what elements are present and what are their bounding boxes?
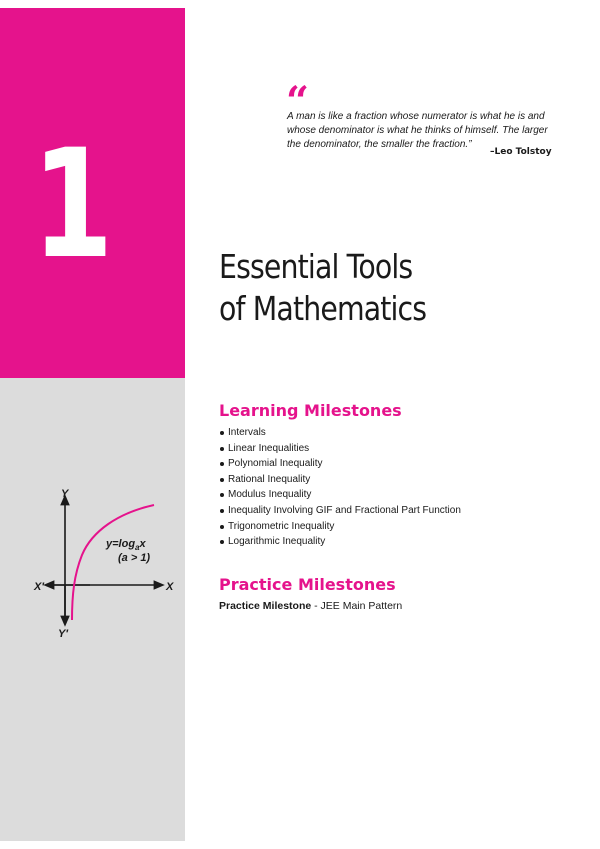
list-item: Trigonometric Inequality [219, 519, 461, 535]
list-item: Rational Inequality [219, 472, 461, 488]
practice-milestones-heading: Practice Milestones [219, 575, 396, 594]
list-item: Linear Inequalities [219, 441, 461, 457]
list-item: Inequality Involving GIF and Fractional Part Function [219, 503, 461, 519]
equation-subscript: a [135, 543, 140, 552]
equation-lhs: y=log [106, 538, 136, 550]
chapter-number: 1 [32, 118, 111, 292]
practice-milestone-value: JEE Main Pattern [320, 600, 403, 612]
quote-text: A man is like a fraction whose numerator is what he is and whose denominator is what he thinks of himself. The larger the denominator, the smaller the fraction.” [287, 111, 548, 150]
list-item: Intervals [219, 425, 461, 441]
equation-rhs: x [139, 538, 146, 550]
log-graph-figure [30, 485, 180, 645]
y-prime-label: Y′ [58, 628, 68, 640]
x-axis-label: X [166, 581, 174, 593]
learning-milestones-list [219, 425, 461, 550]
list-item: Modulus Inequality [219, 487, 461, 503]
chapter-title-line-1: Essential Tools [219, 247, 413, 286]
quote-mark-icon: “ [286, 78, 310, 125]
quote-author: –Leo Tolstoy [490, 147, 552, 157]
practice-milestone-separator: - [311, 600, 321, 612]
practice-milestone-line [219, 600, 402, 612]
graph-equation [105, 538, 147, 552]
graph-condition: (a > 1) [118, 552, 151, 564]
chapter-title-line-2: of Mathematics [219, 289, 427, 328]
list-item: Logarithmic Inequality [219, 534, 461, 550]
practice-milestone-label: Practice Milestone [219, 600, 312, 612]
list-item: Polynomial Inequality [219, 456, 461, 472]
learning-milestones-heading: Learning Milestones [219, 401, 402, 420]
x-prime-label: X′ [34, 581, 44, 593]
y-axis-label: Y [61, 488, 69, 500]
chapter-title [219, 246, 426, 330]
